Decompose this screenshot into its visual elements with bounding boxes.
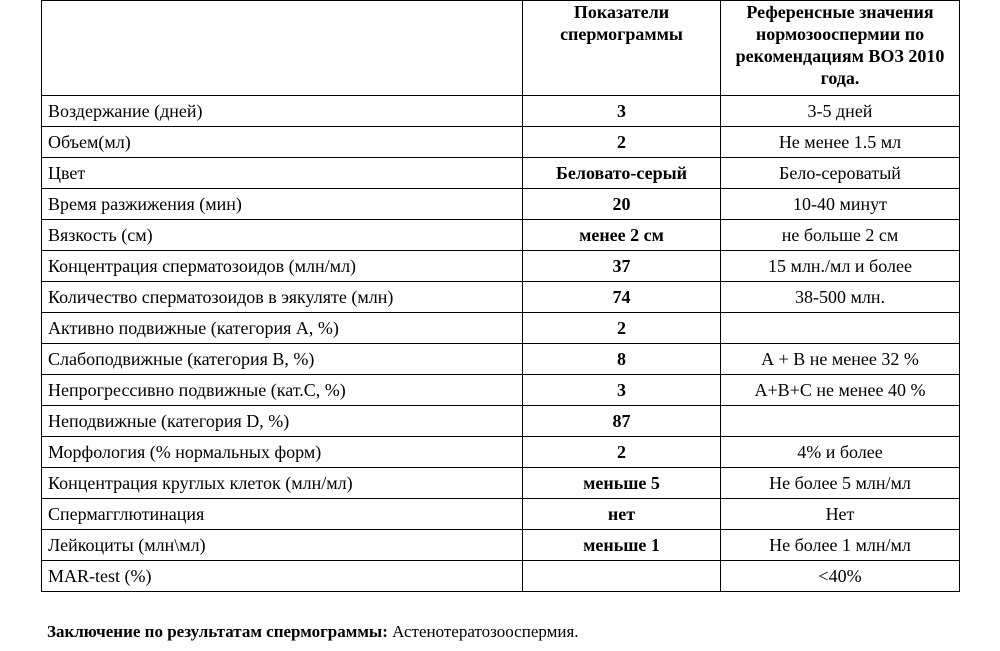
cell-reference: 10-40 минут [721,189,960,220]
cell-reference: Бело-сероватый [721,158,960,189]
header-parameter [42,1,523,96]
table-row [42,437,960,468]
cell-parameter: Концентрация сперматозоидов (млн/мл) [42,251,523,282]
cell-parameter: Спермагглютинация [42,499,523,530]
cell-result: менее 2 см [523,220,721,251]
table-row [42,189,960,220]
cell-parameter: Цвет [42,158,523,189]
cell-reference: 15 млн./мл и более [721,251,960,282]
table-row [42,220,960,251]
cell-result: меньше 5 [523,468,721,499]
cell-reference: Нет [721,499,960,530]
spermogram-table [41,0,960,592]
table-row [42,96,960,127]
conclusion-value: Астенотератозооспермия. [387,622,579,641]
cell-parameter: Активно подвижные (категория А, %) [42,313,523,344]
cell-parameter: Непрогрессивно подвижные (кат.С, %) [42,375,523,406]
cell-result: 87 [523,406,721,437]
cell-result: Беловато-серый [523,158,721,189]
cell-reference: 38-500 млн. [721,282,960,313]
cell-parameter: Время разжижения (мин) [42,189,523,220]
cell-reference: 4% и более [721,437,960,468]
cell-result: 74 [523,282,721,313]
cell-result: 8 [523,344,721,375]
cell-reference: <40% [721,561,960,592]
table-header-row [42,1,960,96]
cell-result: нет [523,499,721,530]
header-reference: Референсные значения нормозооспермии по рекомендациям ВОЗ 2010 года. [721,1,960,96]
table-row [42,468,960,499]
cell-result: 2 [523,127,721,158]
cell-parameter: Объем(мл) [42,127,523,158]
conclusion-label: Заключение по результатам спермограммы: [47,622,388,641]
table-row [42,499,960,530]
cell-reference [721,406,960,437]
cell-parameter: Количество сперматозоидов в эякуляте (млн) [42,282,523,313]
table-row [42,127,960,158]
table-body [42,1,960,592]
table-row [42,344,960,375]
table-row [42,530,960,561]
cell-parameter: MAR-test (%) [42,561,523,592]
table-row [42,406,960,437]
cell-reference: не больше 2 см [721,220,960,251]
cell-result: 2 [523,313,721,344]
table-row [42,561,960,592]
table-row [42,282,960,313]
header-result: Показатели спермограммы [523,1,721,96]
cell-result: 3 [523,375,721,406]
cell-result: 2 [523,437,721,468]
cell-parameter: Слабоподвижные (категория В, %) [42,344,523,375]
cell-result: меньше 1 [523,530,721,561]
cell-reference: Не менее 1.5 мл [721,127,960,158]
cell-reference: 3-5 дней [721,96,960,127]
table-row [42,313,960,344]
table-row [42,251,960,282]
cell-result: 20 [523,189,721,220]
cell-parameter: Вязкость (см) [42,220,523,251]
table-row [42,375,960,406]
cell-reference: Не более 5 млн/мл [721,468,960,499]
cell-reference: Не более 1 млн/мл [721,530,960,561]
cell-parameter: Морфология (% нормальных форм) [42,437,523,468]
cell-parameter: Воздержание (дней) [42,96,523,127]
cell-reference: А+В+С не менее 40 % [721,375,960,406]
cell-parameter: Неподвижные (категория D, %) [42,406,523,437]
cell-parameter: Лейкоциты (млн\мл) [42,530,523,561]
cell-reference: А + В не менее 32 % [721,344,960,375]
conclusion [47,621,579,643]
cell-result [523,561,721,592]
table-row [42,158,960,189]
cell-result: 3 [523,96,721,127]
cell-result: 37 [523,251,721,282]
cell-parameter: Концентрация круглых клеток (млн/мл) [42,468,523,499]
cell-reference [721,313,960,344]
